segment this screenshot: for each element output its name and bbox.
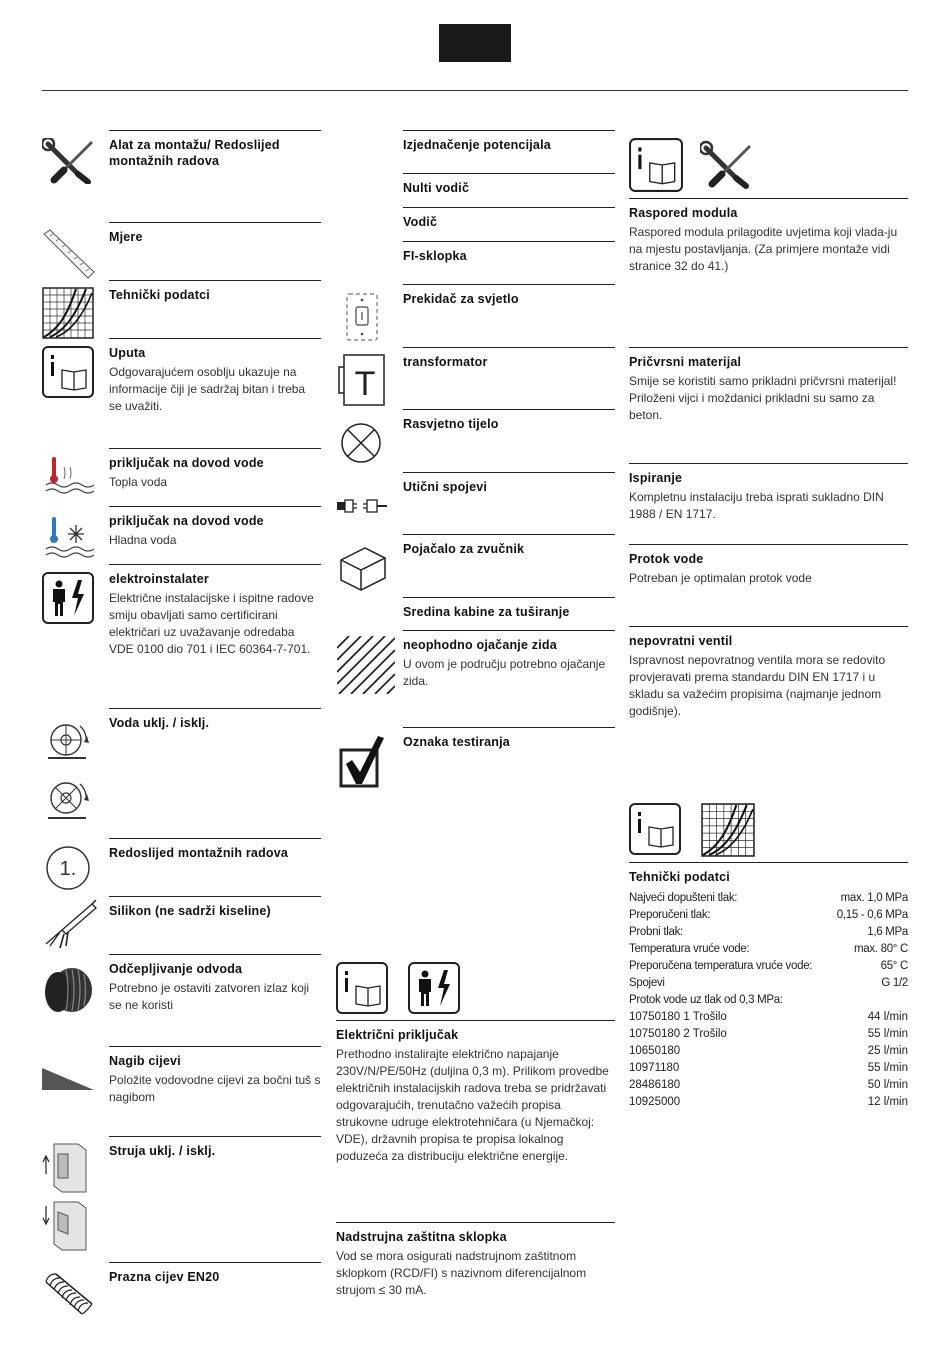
header-rule xyxy=(42,90,908,91)
spec-row xyxy=(629,907,908,924)
spec-value: 55 l/min xyxy=(867,1028,908,1040)
spec-row xyxy=(629,941,908,958)
spec-value: 0,15 - 0,6 MPa xyxy=(836,909,908,921)
amplifier-box-icon xyxy=(339,544,387,592)
entry-instruction xyxy=(109,338,321,415)
transformer-icon xyxy=(338,353,388,407)
entry-wall-reinforcement xyxy=(403,630,615,690)
entry-empty-conduit xyxy=(109,1262,321,1285)
entry-title: Nulti vodič xyxy=(403,181,470,195)
entry-title: Izjednačenje potencijala xyxy=(403,138,551,152)
entry-title: neophodno ojačanje zida xyxy=(403,638,557,652)
spec-row xyxy=(629,1026,908,1043)
entry-title: Pričvrsni materijal xyxy=(629,355,742,369)
spec-label: 10971180 xyxy=(629,1062,680,1074)
entry-title: priključak na dovod vode xyxy=(109,456,264,470)
ruler-icon xyxy=(42,228,96,280)
step-one-icon xyxy=(45,845,91,891)
entry-title: Sredina kabine za tuširanje xyxy=(403,605,570,619)
entry-cold-water xyxy=(109,506,321,549)
entry-title: Tehnički podatci xyxy=(629,870,730,884)
entry-fi-switch xyxy=(403,241,615,264)
entry-light-switch xyxy=(403,284,615,307)
entry-title: Prekidač za svjetlo xyxy=(403,292,519,306)
spec-label: 10750180 2 Trošilo xyxy=(629,1028,727,1040)
spec-value: 1,6 MPa xyxy=(867,926,908,938)
entry-plug-connections xyxy=(403,472,615,495)
entry-transformer xyxy=(403,347,615,370)
tools-icon xyxy=(42,138,98,184)
entry-title: elektroinstalater xyxy=(109,572,209,586)
spec-value: G 1/2 xyxy=(881,977,908,989)
info-book-icon xyxy=(629,138,683,192)
entry-title: Nagib cijevi xyxy=(109,1054,181,1068)
cold-water-icon xyxy=(42,515,94,559)
entry-conductor xyxy=(403,207,615,230)
entry-title: Prazna cijev EN20 xyxy=(109,1270,220,1284)
entry-desc: Kompletnu instalaciju treba isprati sukladno DIN 1988 / EN 1717. xyxy=(629,490,884,521)
entry-dimensions xyxy=(109,222,321,245)
entry-desc: Topla voda xyxy=(109,475,168,489)
spec-row xyxy=(629,1043,908,1060)
spec-row xyxy=(629,1077,908,1094)
chart-grid-icon xyxy=(701,803,755,857)
light-switch-icon xyxy=(345,292,379,342)
spec-label: 10750180 1 Trošilo xyxy=(629,1011,727,1023)
page-marker-box xyxy=(439,24,511,62)
entry-title: Alat za montažu/ Redoslijed montažnih radova xyxy=(109,138,280,168)
entry-desc: Raspored modula prilagodite uvjetima koji vlada-ju na mjestu postavljanja. (Za primjere montaže vidi stranice 32 do 41.) xyxy=(629,225,898,273)
valve-icon xyxy=(42,712,94,828)
spec-value: max. 80° C xyxy=(853,943,908,955)
spec-label: Najveći dopušteni tlak: xyxy=(629,892,738,904)
entry-water-flow xyxy=(629,544,908,587)
entry-title: nepovratni ventil xyxy=(629,634,733,648)
entry-assembly-order xyxy=(109,838,321,861)
spec-row xyxy=(629,1094,908,1111)
entry-desc: Prethodno instalirajte električno napajanje 230V/N/PE/50Hz (duljina 0,3 m). Prilikom provedbe električnih instalacijskih radova treba se pridržavati odgovarajućih, trenutačno važećih propisa strukovne udruge elektrotehničara (u Njemačkoj: VDE), državnih propisa te propisa lokalnog poduzeća za distribuciju električne energije. xyxy=(336,1047,609,1163)
entry-tech-data xyxy=(629,862,908,885)
info-book-icon xyxy=(629,803,681,855)
entry-title: Vodič xyxy=(403,215,438,229)
plug-icon xyxy=(42,962,96,1016)
entry-test-mark xyxy=(403,727,615,750)
entry-title: transformator xyxy=(403,355,488,369)
entry-desc: Električne instalacijske i ispitne radove smiju obavljati samo certificirani električari uz uvažavanje odredaba VDE 0100 dio 701 i IEC 60364-7-701. xyxy=(109,591,314,656)
spec-label: Spojevi xyxy=(629,977,665,989)
entry-fixing-material xyxy=(629,347,908,424)
entry-title: Voda uklj. / isklj. xyxy=(109,716,210,730)
entry-potential-equalization xyxy=(403,130,615,153)
spec-value: 55 l/min xyxy=(867,1062,908,1074)
entry-title: Tehnički podatci xyxy=(109,288,210,302)
entry-water-on-off xyxy=(109,708,321,731)
transformer-letter: T xyxy=(354,365,376,403)
chart-grid-icon xyxy=(42,287,94,339)
checkbox-icon xyxy=(338,734,388,790)
entry-light-fixture xyxy=(403,409,615,432)
spec-value: 25 l/min xyxy=(867,1045,908,1057)
spec-row xyxy=(629,924,908,941)
entry-pipe-slope xyxy=(109,1046,321,1106)
entry-title: Uputa xyxy=(109,346,146,360)
spec-row xyxy=(629,1009,908,1026)
hot-water-icon xyxy=(42,455,94,499)
hatch-icon xyxy=(337,636,395,694)
entry-title: Rasvjetno tijelo xyxy=(403,417,499,431)
spec-label: 10650180 xyxy=(629,1045,681,1057)
entry-title: Silikon (ne sadrži kiseline) xyxy=(109,904,271,918)
entry-title: Mjere xyxy=(109,230,143,244)
electrician-icon xyxy=(408,962,460,1014)
spec-label: Protok vode uz tlak od 0,3 MPa: xyxy=(629,994,783,1006)
tech-spec-table xyxy=(629,890,908,1111)
spec-row xyxy=(629,1060,908,1077)
entry-title: Utični spojevi xyxy=(403,480,488,494)
entry-electrical-connection xyxy=(336,1020,615,1165)
spec-value: 65° C xyxy=(880,960,908,972)
entry-flushing xyxy=(629,463,908,523)
spec-label: Preporučeni tlak: xyxy=(629,909,711,921)
entry-check-valve xyxy=(629,626,908,720)
tools-icon xyxy=(700,140,756,190)
spec-value: max. 1,0 MPa xyxy=(840,892,908,904)
spec-row xyxy=(629,975,908,992)
entry-neutral-conductor xyxy=(403,173,615,196)
lamp-icon xyxy=(340,422,382,464)
spec-row xyxy=(629,958,908,975)
entry-silicone xyxy=(109,896,321,919)
entry-title: Raspored modula xyxy=(629,206,738,220)
breaker-icon xyxy=(42,1140,90,1256)
silicone-gun-icon xyxy=(42,900,98,950)
slope-icon xyxy=(42,1068,94,1092)
entry-title: Struja uklj. / isklj. xyxy=(109,1144,216,1158)
entry-unplug-outlet xyxy=(109,954,321,1014)
entry-title: FI-sklopka xyxy=(403,249,467,263)
entry-module-layout xyxy=(629,198,908,275)
entry-speaker-amplifier xyxy=(403,534,615,557)
entry-title: Protok vode xyxy=(629,552,704,566)
entry-electrician xyxy=(109,564,321,658)
entry-rcd-switch xyxy=(336,1222,615,1299)
spec-row xyxy=(629,890,908,907)
info-book-icon xyxy=(336,962,388,1014)
entry-desc: Hladna voda xyxy=(109,533,177,547)
entry-desc: Odgovarajućem osoblju ukazuje na informacije čiji je sadržaj bitan i treba se uvažiti. xyxy=(109,365,306,413)
entry-title: Odčepljivanje odvoda xyxy=(109,962,243,976)
entry-technical-data xyxy=(109,280,321,303)
entry-title: Oznaka testiranja xyxy=(403,735,510,749)
electrician-icon xyxy=(42,572,94,624)
entry-title: Pojačalo za zvučnik xyxy=(403,542,525,556)
entry-shower-center xyxy=(403,597,615,620)
spec-label: 10925000 xyxy=(629,1096,681,1108)
entry-desc: Potreban je optimalan protok vode xyxy=(629,571,812,585)
entry-desc: Potrebno je ostaviti zatvoren izlaz koji se ne koristi xyxy=(109,981,310,1012)
entry-desc: Ispravnost nepovratnog ventila mora se redovito provjeravati prema standardu DIN EN 1717 i u skladu sa važećim propisima (najmanje jednom godišnje). xyxy=(629,653,886,718)
connector-icon xyxy=(335,497,389,515)
entry-desc: Smije se koristiti samo prikladni pričvrsni materijal! Priloženi vijci i moždanici prikladni su samo za beton. xyxy=(629,374,897,422)
entry-desc: Vod se mora osigurati nadstrujnom zaštitnom sklopkom (RCD/FI) s nazivnom diferencijalnom strujom ≤ 30 mA. xyxy=(336,1249,587,1297)
entry-title: Nadstrujna zaštitna sklopka xyxy=(336,1230,507,1244)
entry-title: Električni priključak xyxy=(336,1028,459,1042)
entry-desc: Položite vodovodne cijevi za bočni tuš s nagibom xyxy=(109,1073,321,1104)
info-book-icon xyxy=(42,346,94,398)
spec-label: Probni tlak: xyxy=(629,926,683,938)
entry-assembly-tools xyxy=(109,130,321,169)
spec-label: 28486180 xyxy=(629,1079,681,1091)
entry-power-on-off xyxy=(109,1136,321,1159)
spec-label: Temperatura vruće vode: xyxy=(629,943,750,955)
entry-title: priključak na dovod vode xyxy=(109,514,264,528)
spec-row xyxy=(629,992,908,1009)
entry-title: Redoslijed montažnih radova xyxy=(109,846,289,860)
spec-value: 44 l/min xyxy=(867,1011,908,1023)
spec-value: 12 l/min xyxy=(867,1096,908,1108)
spec-value: 50 l/min xyxy=(867,1079,908,1091)
step-number: 1. xyxy=(59,858,77,880)
entry-title: Ispiranje xyxy=(629,471,683,485)
spec-label: Preporučena temperatura vruće vode: xyxy=(629,960,813,972)
entry-desc: U ovom je području potrebno ojačanje zida. xyxy=(403,657,606,688)
entry-hot-water xyxy=(109,448,321,491)
conduit-icon xyxy=(42,1270,96,1318)
